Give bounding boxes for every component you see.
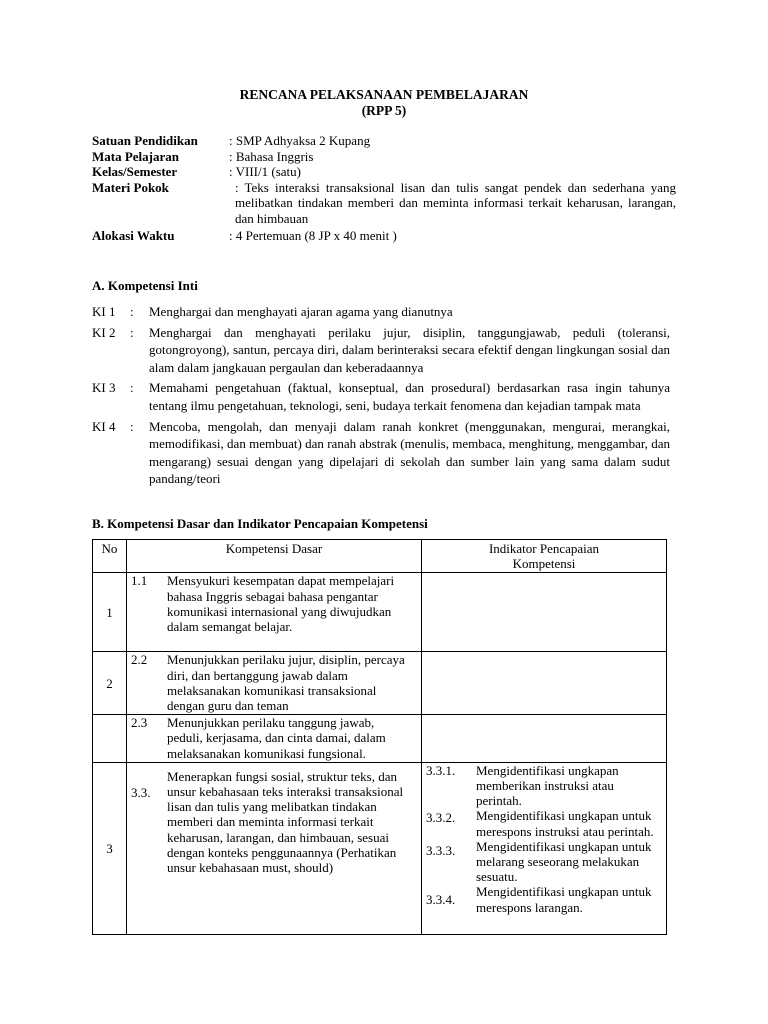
indicator-cell bbox=[422, 762, 667, 934]
ki-colon: : bbox=[130, 324, 134, 340]
info-row-kelas bbox=[92, 164, 676, 180]
ki-code: KI 3 bbox=[92, 380, 116, 396]
kd-cell bbox=[127, 652, 422, 715]
kompetensi-inti-list bbox=[92, 303, 670, 491]
indicator-cell-empty bbox=[422, 573, 667, 652]
indicator-cell-empty bbox=[422, 715, 667, 763]
table-header-row bbox=[93, 540, 667, 573]
info-label: Materi Pokok bbox=[92, 179, 169, 195]
row-number: 1 bbox=[93, 573, 127, 652]
kd-text: Menerapkan fungsi sosial, struktur teks, dan unsur kebahasaan teks interaksi transaksional lisan dan tulis yang melibatkan tindakan memberi dan meminta informasi terkait keharusan, larangan, dan himbauan, sesuai dengan konteks penggunaannya (Perhatikan unsur kebahasaan must, should) bbox=[167, 768, 404, 876]
table-row bbox=[93, 652, 667, 715]
table-row bbox=[93, 762, 667, 934]
header-indikator-line-1: Indikator Pencapaian bbox=[488, 541, 600, 556]
section-a-heading: A. Kompetensi Inti bbox=[92, 278, 198, 293]
kd-text: Menunjukkan perilaku jujur, disiplin, percaya diri, dan bertanggung jawab dalam melaksanakan komunikasi transaksional dengan guru dan teman bbox=[167, 652, 405, 714]
indicator-text: Mengidentifikasi ungkapan untuk melarang seseorang melakukan sesuatu. bbox=[476, 838, 652, 885]
ki-item bbox=[92, 418, 670, 488]
ki-item bbox=[92, 303, 670, 321]
ki-item bbox=[92, 379, 670, 414]
header-no: No bbox=[93, 540, 127, 573]
ki-text: Memahami pengetahuan (faktual, konseptual, dan prosedural) berdasarkan rasa ingin tahunya tentang ilmu pengetahuan, teknologi, seni, budaya terkait fenomena dan kejadian tampak mata bbox=[149, 380, 670, 413]
table-row bbox=[93, 573, 667, 652]
title-line-2: (RPP 5) bbox=[361, 103, 407, 118]
indicator-cell-empty bbox=[422, 652, 667, 715]
title-line-1: RENCANA PELAKSANAAN PEMBELAJARAN bbox=[239, 87, 529, 102]
kd-cell bbox=[127, 573, 422, 652]
info-row-satuan bbox=[92, 133, 676, 149]
row-number bbox=[93, 715, 127, 763]
indicator-code: 3.3.2. bbox=[426, 810, 456, 826]
info-value: : Teks interaksi transaksional lisan dan tulis sangat pendek dan sederhana yang melibatkan tindakan memberi dan meminta informasi terkait keharusan, larangan, dan himbauan bbox=[235, 179, 676, 226]
indicator-code: 3.3.4. bbox=[426, 892, 456, 908]
indicator-text: Mengidentifikasi ungkapan untuk merespons larangan. bbox=[476, 884, 652, 915]
info-label: Mata Pelajaran bbox=[92, 148, 180, 164]
indicator-code: 3.3.1. bbox=[426, 762, 456, 778]
header-kompetensi-dasar: Kompetensi Dasar bbox=[127, 540, 422, 573]
table-row bbox=[93, 715, 667, 763]
kd-code: 1.1 bbox=[131, 573, 148, 589]
ki-code: KI 1 bbox=[92, 304, 116, 319]
info-value: : SMP Adhyaksa 2 Kupang bbox=[229, 133, 371, 148]
ki-colon: : bbox=[130, 418, 134, 434]
indicator-text: Mengidentifikasi ungkapan memberikan instruksi atau perintah. bbox=[476, 762, 619, 809]
kd-text: Menunjukkan perilaku tanggung jawab, peduli, kerjasama, dan cinta damai, dalam melaksanakan komunikasi fungsional. bbox=[167, 715, 386, 761]
info-value: : Bahasa Inggris bbox=[229, 148, 314, 164]
header-indikator-line-2: Kompetensi bbox=[512, 556, 576, 572]
header-indikator bbox=[422, 540, 667, 573]
ki-colon: : bbox=[130, 380, 134, 396]
row-number: 2 bbox=[93, 652, 127, 715]
kd-code: 2.2 bbox=[131, 652, 148, 668]
section-b-heading: B. Kompetensi Dasar dan Indikator Pencapaian Kompetensi bbox=[92, 516, 428, 531]
indicator-item bbox=[422, 884, 666, 914]
kd-cell bbox=[127, 762, 422, 934]
ki-code: KI 4 bbox=[92, 418, 116, 434]
info-label: Kelas/Semester bbox=[92, 164, 178, 179]
indicator-item bbox=[422, 763, 666, 809]
info-label: Alokasi Waktu bbox=[92, 228, 175, 243]
info-value: : 4 Pertemuan (8 JP x 40 menit ) bbox=[229, 228, 397, 243]
ki-colon: : bbox=[130, 304, 134, 319]
document-title bbox=[0, 87, 768, 119]
indicator-item bbox=[422, 808, 666, 838]
competency-table bbox=[92, 539, 667, 935]
info-label: Satuan Pendidikan bbox=[92, 133, 198, 148]
info-value: : VIII/1 (satu) bbox=[229, 164, 301, 179]
kd-code: 3.3. bbox=[131, 784, 151, 800]
ki-text: Mencoba, mengolah, dan menyaji dalam ranah konkret (menggunakan, mengurai, merangkai, memodifikasi, dan membuat) dan ranah abstrak (menulis, membaca, menghitung, menggambar, dan mengarang) sesuai dengan yang dipelajari di sekolah dan sumber lain yang sama dalam sudut pandang/teori bbox=[149, 418, 670, 487]
ki-text: Menghargai dan menghayati ajaran agama yang dianutnya bbox=[149, 304, 453, 319]
ki-text: Menghargai dan menghayati perilaku jujur, disiplin, tanggungjawab, peduli (toleransi, gotongroyong), santun, percaya diri, dalam berinteraksi secara efektif dengan lingkungan sosial dan alam dalam jangkauan pergaulan dan keberadaannya bbox=[149, 324, 670, 375]
indicator-item bbox=[422, 839, 666, 885]
row-number: 3 bbox=[93, 762, 127, 934]
info-row-materi bbox=[92, 180, 676, 227]
kd-code: 2.3 bbox=[131, 715, 148, 731]
kd-cell bbox=[127, 715, 422, 763]
info-row-mapel bbox=[92, 149, 676, 165]
indicator-text: Mengidentifikasi ungkapan untuk merespons instruksi atau perintah. bbox=[476, 808, 654, 839]
info-row-alokasi bbox=[92, 228, 676, 244]
identity-block bbox=[92, 133, 676, 244]
indicator-code: 3.3.3. bbox=[426, 842, 456, 858]
ki-item bbox=[92, 324, 670, 377]
kd-text: Mensyukuri kesempatan dapat mempelajari bahasa Inggris sebagai bahasa pengantar komunikasi internasional yang diwujudkan dalam semangat belajar. bbox=[167, 573, 395, 635]
ki-code: KI 2 bbox=[92, 324, 116, 340]
